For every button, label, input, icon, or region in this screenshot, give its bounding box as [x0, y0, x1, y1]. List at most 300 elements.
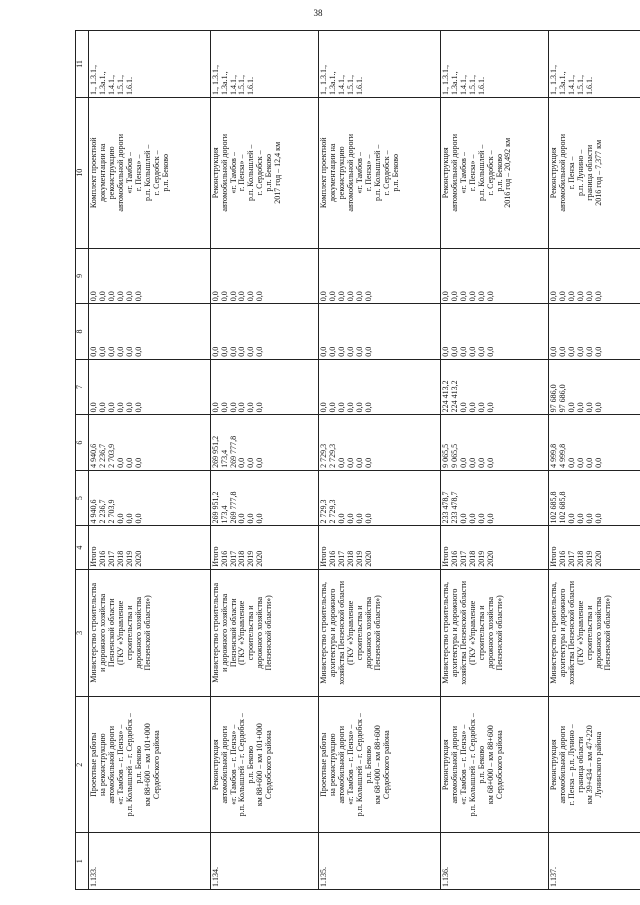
amount-c6	[440, 415, 549, 471]
amount-c9-line: 0,0	[355, 291, 365, 302]
executor-line: архитектуры и дорожного	[328, 588, 338, 678]
amount-c6-line: 0,0	[585, 457, 595, 468]
years-line: 2018	[346, 550, 356, 567]
measure-name-line: Лунинского района	[594, 731, 604, 798]
amount-c6-line: 0,0	[237, 457, 247, 468]
measure-name-line: р.п. Колышлей – г. Сердобск –	[237, 713, 247, 817]
expected-result-line: г. Сердобск –	[255, 150, 265, 196]
amount-c6-line: 0,0	[255, 457, 265, 468]
header-cell: 11	[76, 31, 89, 98]
amount-c9-line: 0,0	[549, 291, 559, 302]
executor-line: и дорожного хозяйства	[219, 593, 229, 672]
amount-c7-line: 0,0	[210, 402, 220, 413]
years-line: Итого	[319, 546, 329, 567]
amount-c5-line: 0,0	[363, 513, 373, 524]
amount-c5-line: 0,0	[485, 513, 495, 524]
amount-c5-line: 0,0	[115, 513, 125, 524]
amount-c8	[89, 304, 211, 360]
years-line: 2019	[246, 550, 256, 567]
amount-c6-line: 0,0	[337, 457, 347, 468]
amount-c7-line: 0,0	[594, 402, 604, 413]
amount-c5-line: 0,0	[576, 513, 586, 524]
amount-c7	[210, 359, 319, 415]
measure-name-line: р.п. Беково	[363, 745, 373, 784]
amount-c6-line: 4 940,6	[89, 443, 98, 468]
amount-c9	[89, 248, 211, 304]
amount-c8-line: 0,0	[237, 346, 247, 357]
indicators-line: 1.4.1.,	[228, 74, 238, 95]
amount-c5	[89, 470, 211, 526]
expected-result-line: граница области	[585, 144, 595, 201]
expected-result-line: реконструкцию	[106, 146, 116, 200]
years-line: 2019	[585, 550, 595, 567]
indicators-line: 1.3a.1.,	[449, 71, 459, 95]
row-number: 1.135.	[319, 833, 441, 890]
table-row	[89, 31, 211, 890]
table-row	[440, 31, 549, 890]
amount-c8-line: 0,0	[485, 346, 495, 357]
amount-c7-line: 0,0	[255, 402, 265, 413]
amount-c9-line: 0,0	[458, 291, 468, 302]
years-line: 2018	[576, 550, 586, 567]
amount-c5-line: 0,0	[246, 513, 256, 524]
indicators-line: 1.3a.1.,	[328, 71, 338, 95]
indicators	[549, 31, 640, 98]
indicators	[319, 31, 441, 98]
expected-result-line: Комплект проектной	[319, 137, 329, 209]
amount-c7	[319, 359, 441, 415]
expected-result-line: документации на	[97, 143, 107, 203]
amount-c5-line: 0,0	[594, 513, 604, 524]
table-header-row	[76, 31, 89, 890]
years-line: 2016	[97, 550, 107, 567]
expected-result-line: г. Пенза» –	[467, 154, 477, 192]
years-line: 2017	[228, 550, 238, 567]
indicators-line: 1., 1.3.1.,	[210, 64, 220, 95]
amount-c9-line: 0,0	[115, 291, 125, 302]
amount-c6-line: 2 729,3	[319, 443, 329, 468]
amount-c9-line: 0,0	[255, 291, 265, 302]
amount-c9-line: 0,0	[346, 291, 356, 302]
amount-c5-line: 0,0	[133, 513, 143, 524]
amount-c8-line: 0,0	[476, 346, 486, 357]
expected-result-line: автомобильной дороги	[449, 133, 459, 212]
measure-name-line: Сердобского района	[151, 730, 161, 800]
indicators-line: 1.3a.1.,	[558, 71, 568, 95]
executor-line: Пензенской области	[228, 598, 238, 668]
expected-result-line: г. Сердобск –	[381, 150, 391, 196]
years-line: 2017	[337, 550, 347, 567]
amount-c5-line: 0,0	[458, 513, 468, 524]
executor-line: Министерство строительства	[89, 582, 98, 683]
measure-name-line: на реконструкцию	[97, 733, 107, 797]
header-cell: 4	[76, 526, 89, 569]
amount-c6	[89, 415, 211, 471]
amount-c8-line: 0,0	[255, 346, 265, 357]
amount-c8-line: 0,0	[328, 346, 338, 357]
amount-c9-line: 0,0	[328, 291, 338, 302]
executor-line: Министерство строительства,	[549, 581, 559, 684]
rotated-page-content	[75, 30, 640, 890]
amount-c6-line: 2 703,9	[106, 443, 116, 468]
indicators-line: 1.6.1.	[476, 76, 486, 95]
amount-c5-line: 4 940,6	[89, 499, 98, 524]
expected-result-line: «г. Тамбов –	[458, 152, 468, 194]
executor-line: строительства и	[355, 605, 365, 661]
measure-name-line: Проектные работы	[89, 732, 98, 797]
expected-result	[440, 97, 549, 248]
header-cell: 1	[76, 833, 89, 890]
indicators-line: 1.3a.1.,	[97, 71, 107, 95]
table-body	[89, 31, 640, 890]
years-line: 2018	[237, 550, 247, 567]
years-line: 2018	[115, 550, 125, 567]
amount-c9-line: 0,0	[363, 291, 373, 302]
executor-line: хозяйства Пензенской области	[567, 580, 577, 685]
years	[89, 526, 211, 569]
amount-c5-line: 233 478,7	[449, 491, 459, 524]
amount-c6-line: 0,0	[485, 457, 495, 468]
expected-result-line: автомобильной дороги	[346, 133, 356, 212]
amount-c7-line: 0,0	[97, 402, 107, 413]
header-cell: 8	[76, 304, 89, 360]
amount-c6-line: 269 951,2	[210, 435, 220, 468]
measure-name-line: автомобильной дороги	[558, 725, 568, 804]
amount-c5-line: 269 951,2	[210, 491, 220, 524]
executor-line: строительства и	[476, 605, 486, 661]
header-cell: 6	[76, 415, 89, 471]
expected-result-line: «г. Тамбов –	[228, 152, 238, 194]
amount-c5-line: 102 685,8	[549, 491, 559, 524]
measure-name-line: р.п. Бековo	[133, 745, 143, 784]
amount-c7-line: 0,0	[237, 402, 247, 413]
years-line: 2016	[558, 550, 568, 567]
amount-c9-line: 0,0	[337, 291, 347, 302]
amount-c9	[549, 248, 640, 304]
amount-c8	[440, 304, 549, 360]
years-line: Итого	[210, 546, 220, 567]
expected-result-line: г. Пенза» –	[133, 154, 143, 192]
amount-c5-line: 0,0	[355, 513, 365, 524]
years-line: 2020	[363, 550, 373, 567]
amount-c7-line: 0,0	[219, 402, 229, 413]
amount-c9-line: 0,0	[97, 291, 107, 302]
amount-c9	[210, 248, 319, 304]
expected-result-line: г. Пенза» –	[237, 154, 247, 192]
amount-c5	[319, 470, 441, 526]
amount-c6-line: 0,0	[594, 457, 604, 468]
amount-c8-line: 0,0	[228, 346, 238, 357]
executor-line: Пензенской области»)	[142, 595, 152, 671]
row-number: 1.136.	[440, 833, 549, 890]
measure-name-line: р.п. Колышлей – г. Сердобск –	[467, 713, 477, 817]
header-cell: 7	[76, 359, 89, 415]
header-cell: 10	[76, 97, 89, 248]
amount-c7-line: 97 686,0	[558, 384, 568, 413]
executor-line: (ГКУ «Управление	[576, 600, 586, 665]
indicators-line: 1.3a.1.,	[219, 71, 229, 95]
indicators-line: 1.4.1.,	[567, 74, 577, 95]
amount-c7-line: 0,0	[576, 402, 586, 413]
table-row	[210, 31, 319, 890]
executor-line: (ГКУ «Управление	[467, 600, 477, 665]
expected-result-line: р.п. Беково	[390, 153, 400, 192]
measure-name	[549, 696, 640, 833]
executor-line: Министерство строительства,	[319, 581, 329, 684]
amount-c5-line: 173,4	[219, 505, 229, 524]
amount-c9-line: 0,0	[133, 291, 143, 302]
expected-result-line: документации на	[328, 143, 338, 203]
amount-c5-line: 0,0	[585, 513, 595, 524]
measure-name-line: Сердобского района	[264, 730, 274, 800]
measure-name-line: р.п. Колышлей – г. Сердобск –	[124, 713, 134, 817]
table-row	[549, 31, 640, 890]
executor	[319, 569, 441, 696]
header-cell: 5	[76, 470, 89, 526]
executor-line: дорожного хозяйства	[133, 596, 143, 669]
amount-c7	[549, 359, 640, 415]
expected-result-line: «г. Тамбов –	[355, 152, 365, 194]
amount-c6-line: 0,0	[467, 457, 477, 468]
executor-line: Пензенской области»)	[372, 595, 382, 671]
executor-line: строительства и	[585, 605, 595, 661]
measure-name-line: автомобильной дороги	[219, 725, 229, 804]
years	[440, 526, 549, 569]
amount-c8-line: 0,0	[585, 346, 595, 357]
amount-c5	[210, 470, 319, 526]
expected-result	[319, 97, 441, 248]
amount-c7-line: 0,0	[133, 402, 143, 413]
amount-c8-line: 0,0	[449, 346, 459, 357]
years	[319, 526, 441, 569]
amount-c5-line: 2 729,3	[319, 499, 329, 524]
expected-result-line: Реконструкция	[440, 147, 450, 199]
years-line: 2018	[467, 550, 477, 567]
expected-result-line: р.п. Колышлей –	[476, 144, 486, 202]
measure-name-line: «г. Тамбов – г. Пенза» –	[228, 724, 238, 805]
measure-name-line: «г. Тамбов – г. Пенза» –	[458, 724, 468, 805]
executor	[210, 569, 319, 696]
amount-c5-line: 0,0	[467, 513, 477, 524]
measure-name-line: г. Пенза – р.п. Лунино –	[567, 724, 577, 806]
amount-c8	[549, 304, 640, 360]
header-cell: 3	[76, 569, 89, 696]
years-line: 2016	[328, 550, 338, 567]
years-line: 2017	[106, 550, 116, 567]
expected-result-line: г. Сердобск –	[151, 150, 161, 196]
executor-line: строительства и	[246, 605, 256, 661]
amount-c8-line: 0,0	[133, 346, 143, 357]
indicators-line: 1.5.1.,	[115, 74, 125, 95]
expected-result-line: р.п. Беково	[494, 153, 504, 192]
amount-c7-line: 0,0	[337, 402, 347, 413]
measure-name-line: км 68+000 – км 88+600	[372, 725, 382, 805]
indicators-line: 1.4.1.,	[106, 74, 116, 95]
amount-c8-line: 0,0	[440, 346, 450, 357]
amount-c9-line: 0,0	[124, 291, 134, 302]
amount-c6	[319, 415, 441, 471]
amount-c7-line: 0,0	[124, 402, 134, 413]
executor-line: хозяйства Пензенской области	[337, 580, 347, 685]
amount-c6-line: 2 236,7	[97, 443, 107, 468]
amount-c5-line: 0,0	[337, 513, 347, 524]
amount-c8-line: 0,0	[97, 346, 107, 357]
amount-c6-line: 0,0	[363, 457, 373, 468]
amount-c6-line: 0,0	[567, 457, 577, 468]
measure-name-line: км 88+600 – км 101+000	[142, 723, 152, 807]
expected-result-line: 2017 год – 12,4 км	[273, 141, 283, 204]
executor-line: архитектуры и дорожного	[449, 588, 459, 678]
measure-name-line: Реконструкция	[440, 739, 450, 791]
amount-c6-line: 0,0	[346, 457, 356, 468]
header-cell: 2	[76, 696, 89, 833]
amount-c9-line: 0,0	[89, 291, 98, 302]
measure-name-line: км 68+000 – км 88+600	[485, 725, 495, 805]
amount-c9-line: 0,0	[476, 291, 486, 302]
amount-c7-line: 0,0	[106, 402, 116, 413]
measure-name-line: р.п. Колышлей – г. Сердобск –	[355, 713, 365, 817]
years-line: 2020	[255, 550, 265, 567]
executor	[440, 569, 549, 696]
indicators	[440, 31, 549, 98]
measure-name-line: «г. Тамбов – г. Пенза» –	[115, 724, 125, 805]
expected-result-line: автомобильной дороги	[219, 133, 229, 212]
amount-c9	[440, 248, 549, 304]
table-row	[319, 31, 441, 890]
amount-c7-line: 0,0	[485, 402, 495, 413]
amount-c8-line: 0,0	[246, 346, 256, 357]
amount-c8-line: 0,0	[346, 346, 356, 357]
expected-result-line: р.п. Колышлей –	[142, 144, 152, 202]
years-line: Итого	[89, 546, 98, 567]
amount-c8-line: 0,0	[319, 346, 329, 357]
amount-c6-line: 9 065,5	[440, 443, 450, 468]
amount-c5-line: 102 685,8	[558, 491, 568, 524]
executor-line: Пензенской области»)	[494, 595, 504, 671]
amount-c7-line: 0,0	[328, 402, 338, 413]
expected-result-line: автомобильной дороги	[558, 133, 568, 212]
amount-c8-line: 0,0	[219, 346, 229, 357]
amount-c7	[89, 359, 211, 415]
amount-c9-line: 0,0	[558, 291, 568, 302]
amount-c6-line: 0,0	[576, 457, 586, 468]
amount-c8-line: 0,0	[106, 346, 116, 357]
amount-c5-line: 0,0	[476, 513, 486, 524]
executor-line: Министерство строительства	[210, 582, 220, 683]
amount-c6-line: 0,0	[124, 457, 134, 468]
amount-c9-line: 0,0	[567, 291, 577, 302]
measure-name-line: «г. Тамбов – г. Пенза» –	[346, 724, 356, 805]
amount-c6	[549, 415, 640, 471]
measure-name-line: граница области	[576, 736, 586, 793]
expected-result	[210, 97, 319, 248]
executor-line: Пензенской области»)	[603, 595, 613, 671]
measure-name-line: на реконструкцию	[328, 733, 338, 797]
indicators	[210, 31, 319, 98]
amount-c5-line: 0,0	[346, 513, 356, 524]
amount-c9-line: 0,0	[485, 291, 495, 302]
amount-c5-line: 0,0	[124, 513, 134, 524]
expected-result-line: р.п. Беково	[264, 153, 274, 192]
indicators-line: 1.5.1.,	[346, 74, 356, 95]
amount-c6-line: 173,4	[219, 449, 229, 468]
measure-name-line: км 88+600 – км 101+000	[255, 723, 265, 807]
years	[210, 526, 319, 569]
expected-result-line: г. Сердобск –	[485, 150, 495, 196]
indicators-line: 1.4.1.,	[337, 74, 347, 95]
expected-result	[549, 97, 640, 248]
indicators-line: 1., 1.3.1.,	[549, 64, 559, 95]
expected-result-line: Реконструкция	[210, 147, 220, 199]
executor	[89, 569, 211, 696]
expected-result-line: 2016 год – 7,377 км	[594, 139, 604, 206]
row-number: 1.137.	[549, 833, 640, 890]
amount-c8	[210, 304, 319, 360]
amount-c9-line: 0,0	[449, 291, 459, 302]
amount-c8-line: 0,0	[567, 346, 577, 357]
years-line: 2016	[219, 550, 229, 567]
measure-name-line: автомобильной дороги	[449, 725, 459, 804]
executor-line: строительства и	[124, 605, 134, 661]
measure-name-line: р.п. Беково	[246, 745, 256, 784]
executor-line: дорожного хозяйства	[255, 596, 265, 669]
amount-c5	[440, 470, 549, 526]
amount-c5-line: 2 703,9	[106, 499, 116, 524]
amount-c9-line: 0,0	[585, 291, 595, 302]
header-cell: 9	[76, 248, 89, 304]
measure-name-line: Проектные работы	[319, 732, 329, 797]
expected-result-line: р.п. Колышлей –	[246, 144, 256, 202]
amount-c5-line: 0,0	[255, 513, 265, 524]
executor-line: дорожного хозяйства	[363, 596, 373, 669]
executor-line: хозяйства Пензенской области	[458, 580, 468, 685]
amount-c9-line: 0,0	[440, 291, 450, 302]
amount-c5	[549, 470, 640, 526]
measure-name-line: автомобильной дороги	[106, 725, 116, 804]
program-table	[75, 30, 640, 890]
indicators-line: 1.6.1.	[355, 76, 365, 95]
measure-name-line: р.п. Беково	[476, 745, 486, 784]
indicators-line: 1.5.1.,	[467, 74, 477, 95]
amount-c9-line: 0,0	[576, 291, 586, 302]
amount-c7-line: 0,0	[346, 402, 356, 413]
expected-result-line: р.п. Беково	[160, 153, 170, 192]
years-line: 2019	[355, 550, 365, 567]
executor	[549, 569, 640, 696]
expected-result	[89, 97, 211, 248]
amount-c6-line: 4 999,8	[558, 443, 568, 468]
indicators-line: 1.6.1.	[124, 76, 134, 95]
amount-c5-line: 269 777,8	[228, 491, 238, 524]
amount-c9	[319, 248, 441, 304]
years-line: Итого	[440, 546, 450, 567]
expected-result-line: Комплект проектной	[89, 137, 98, 209]
amount-c7-line: 0,0	[458, 402, 468, 413]
indicators-line: 1., 1.3.1.,	[319, 64, 329, 95]
amount-c8-line: 0,0	[337, 346, 347, 357]
executor-line: и дорожного хозяйства	[97, 593, 107, 672]
years-line: 2020	[133, 550, 143, 567]
amount-c8-line: 0,0	[558, 346, 568, 357]
years	[549, 526, 640, 569]
amount-c6-line: 0,0	[246, 457, 256, 468]
measure-name	[319, 696, 441, 833]
executor-line: (ГКУ «Управление	[115, 600, 125, 665]
amount-c7-line: 0,0	[363, 402, 373, 413]
indicators-line: 1., 1.3.1.,	[440, 64, 450, 95]
amount-c8-line: 0,0	[549, 346, 559, 357]
amount-c8-line: 0,0	[355, 346, 365, 357]
